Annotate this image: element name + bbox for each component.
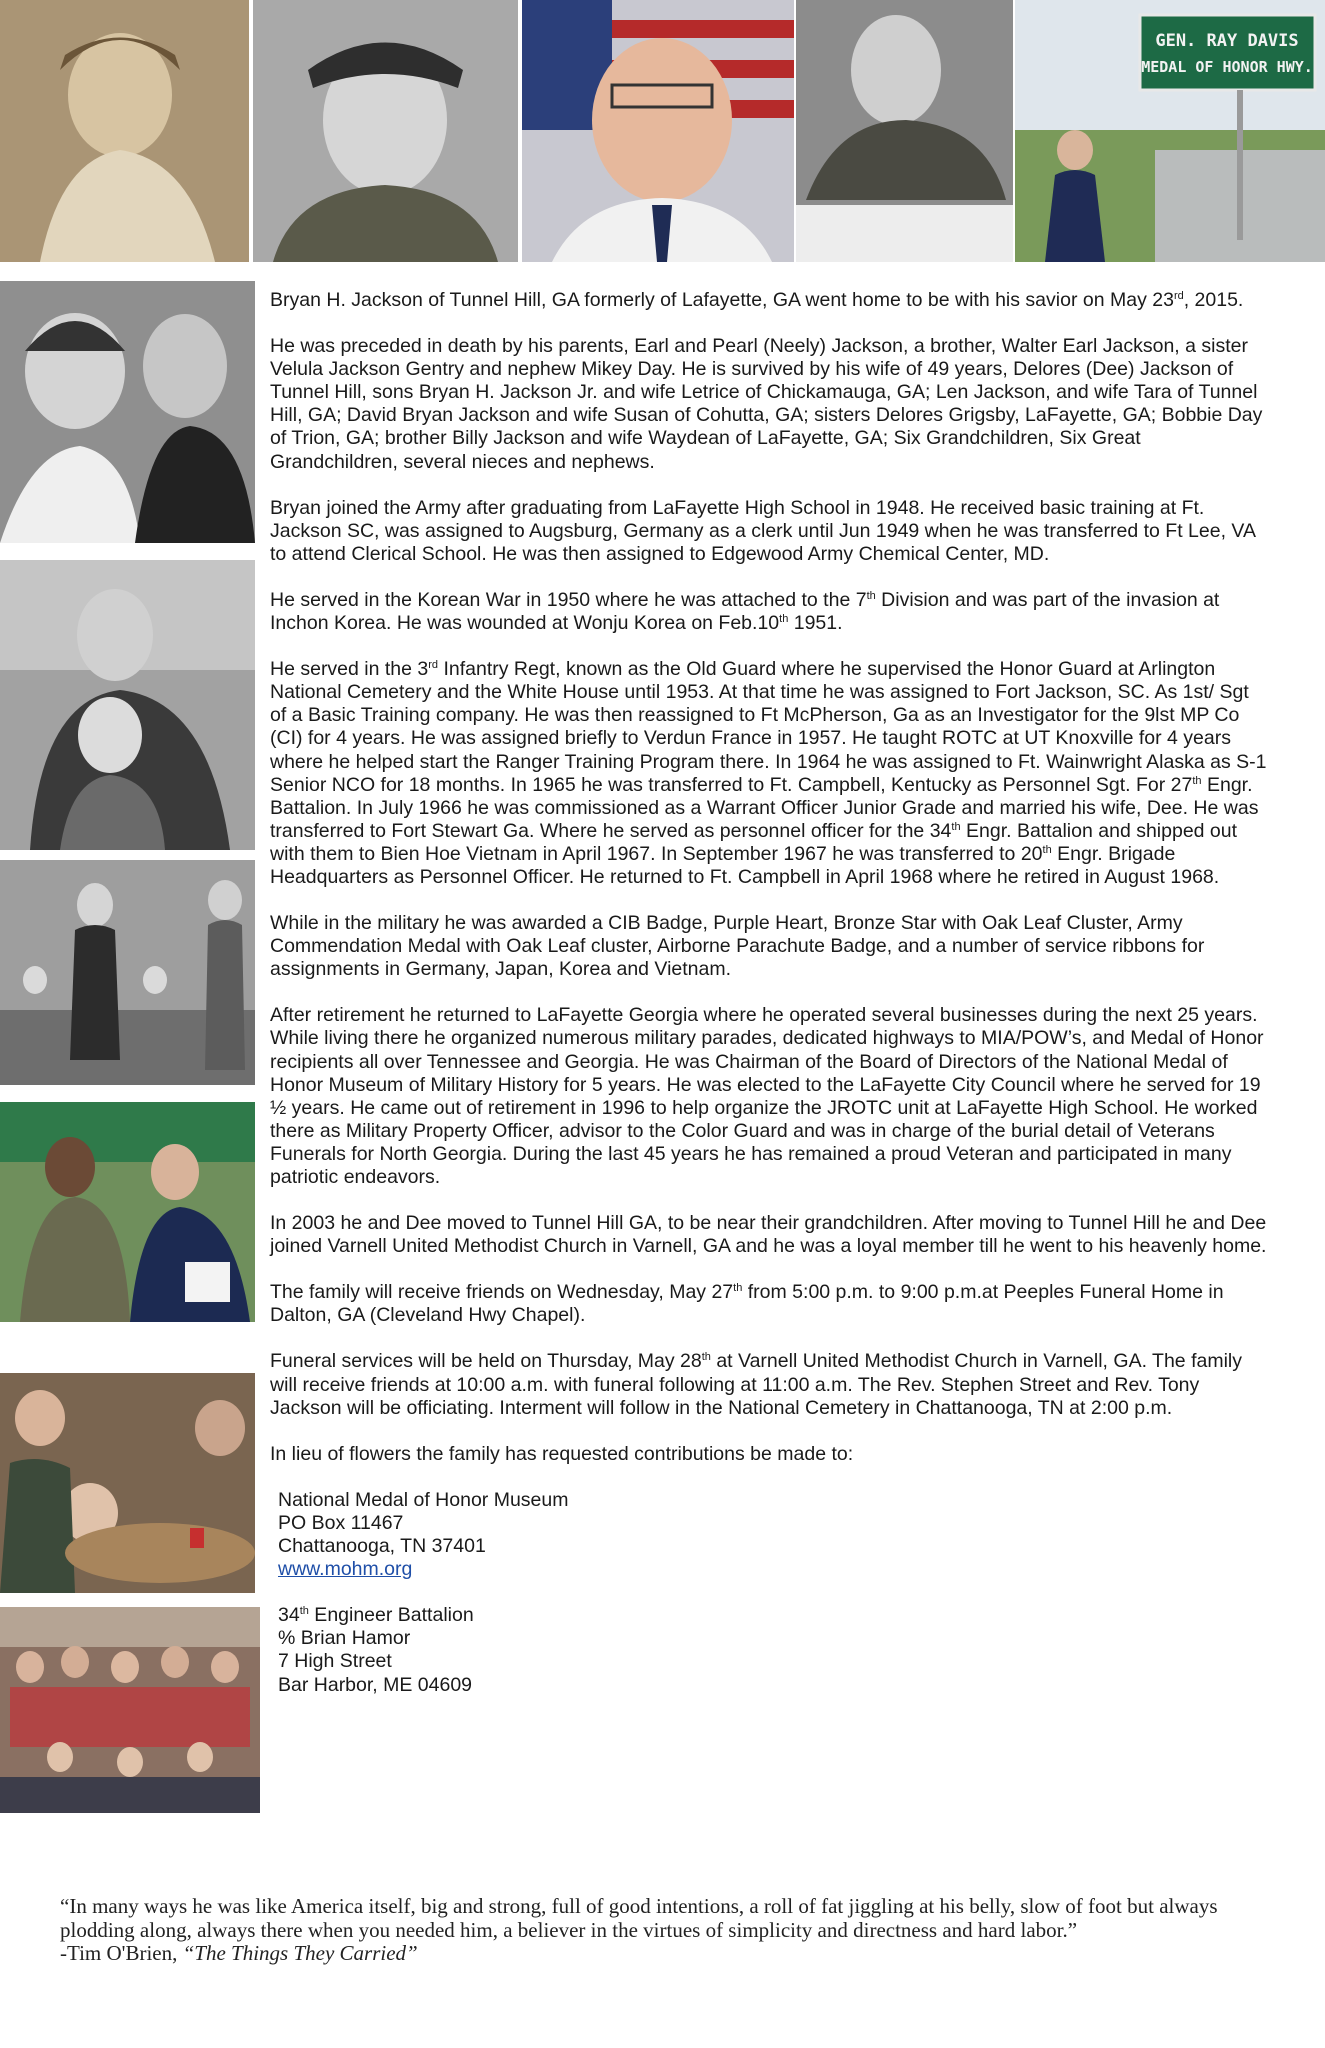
photo-family-walking [0, 860, 255, 1085]
museum-website-link[interactable]: www.mohm.org [278, 1558, 413, 1581]
obituary-paragraph: He was preceded in death by his parents, Earl and Pearl (Neely) Jackson, a brother, Walter Earl Jackson, a sister Velula Jackson Gentry and nephew Mikey Day. He is survived by his wife of 49 years, Delores (Dee) Jackson of Tunnel Hill, sons Bryan H. Jackson Jr. and wife Letrice of Chickamauga, GA; Len Jackson, and wife Tara of Tunnel Hill, GA; David Bryan Jackson and wife Susan of Cohutta, GA; sisters Delores Grigsby, LaFayette, GA; Bobbie Day of Trion, GA; brother Billy Jackson and wife Waydean of LaFayette, GA; Six Grandchildren, Six Great Grandchildren, several nieces and nephews. [270, 335, 1263, 473]
obituary-body [270, 289, 1270, 1697]
book-title: “The Things They Carried” [182, 1941, 418, 1965]
photo-child-portrait [0, 0, 249, 262]
photo-young-soldier [253, 0, 518, 262]
address-line: 7 High Street [278, 1650, 392, 1673]
photo-father-and-son [0, 560, 255, 850]
sign-text-line-2: MEDAL OF HONOR HWY. [1141, 58, 1313, 76]
photo-veterans-table [0, 1373, 255, 1593]
address-line [278, 1558, 1270, 1581]
photo-wedding-couple [0, 281, 255, 543]
address-line: 34th Engineer Battalion [278, 1604, 474, 1627]
address-line: Bar Harbor, ME 04609 [278, 1673, 473, 1696]
obituary-paragraph: Funeral services will be held on Thursday, May 28th at Varnell United Methodist Church in Varnell, GA. The family will receive friends at 10:00 a.m. with funeral following at 11:00 a.m. The Rev. Stephen Street and Rev. Tony Jackson will be officiating. Interment will follow in the National Cemetery in Chattanooga, TN at 2:00 p.m. [270, 1350, 1242, 1419]
address-line: Chattanooga, TN 37401 [278, 1535, 486, 1558]
photo-highway-sign [1015, 0, 1325, 262]
closing-quote [60, 1895, 1290, 1966]
sign-text-line-1: GEN. RAY DAVIS [1155, 31, 1299, 51]
quote-text: “In many ways he was like America itself, big and strong, full of good intentions, a roll of fat jiggling at his belly, slow of foot but always plodding along, always there when you needed him, a believer in the virtues of simplicity and directness and hard labor.” [60, 1894, 1218, 1942]
photo-family-group [0, 1607, 260, 1813]
quote-attribution: -Tim O'Brien, “The Things They Carried” [60, 1941, 418, 1965]
address-line: % Brian Hamor [278, 1627, 411, 1650]
obituary-paragraph: In 2003 he and Dee moved to Tunnel Hill GA, to be near their grandchildren. After moving to Tunnel Hill he and Dee joined Varnell United Methodist Church in Varnell, GA and he was a loyal member till he went to his heavenly home. [270, 1212, 1267, 1258]
photo-veterans-outdoor [0, 1102, 255, 1322]
obituary-paragraph: The family will receive friends on Wednesday, May 27th from 5:00 p.m. to 9:00 p.m.at Peeples Funeral Home in Dalton, GA (Cleveland Hwy Chapel). [270, 1281, 1224, 1327]
address-line: National Medal of Honor Museum [278, 1488, 569, 1511]
museum-address [270, 1489, 1270, 1581]
address-line: PO Box 11467 [278, 1511, 404, 1534]
obituary-paragraph: He served in the 3rd Infantry Regt, known as the Old Guard where he supervised the Honor Guard at Arlington National Cemetery and the White House until 1953. At that time he was assigned to Fort Jackson, SC. As 1st/ Sgt of a Basic Training company. He was then reassigned to Ft McPherson, Ga as an Investigator for the 9lst MP Co (CI) for 4 years. He was assigned briefly to Verdun France in 1957. He taught ROTC at UT Knoxville for 4 years where he helped start the Ranger Training Program there. In 1964 he was assigned to Ft. Wainwright Alaska as S-1 Senior NCO for 18 months. In 1965 he was transferred to Ft. Campbell, Kentucky as Personnel Sgt. For 27th Engr. Battalion. In July 1966 he was commissioned as a Warrant Officer Junior Grade and married his wife, Dee. He was transferred to Fort Stewart Ga. Where he served as personnel officer for the 34th Engr. Battalion and shipped out with them to Bien Hoe Vietnam in April 1967. In September 1967 he was transferred to 20th Engr. Brigade Headquarters as Personnel Officer. He returned to Ft. Campbell in April 1968 where he retired in August 1968. [270, 658, 1267, 888]
obituary-paragraph: After retirement he returned to LaFayette Georgia where he operated several businesses during the next 25 years. While living there he organized numerous military parades, dedicated highways to MIA/POW’s, and Medal of Honor recipients all over Tennessee and Georgia. He was Chairman of the Board of Directors of the National Medal of Honor Museum of Military History for 5 years. He was elected to the LaFayette City Council where he served for 19 ½ years. He came out of retirement in 1996 to help organize the JROTC unit at LaFayette High School. He worked there as Military Property Officer, advisor to the Color Guard and was in charge of the burial detail of Veterans Funerals for North Georgia. During the last 45 years he has remained a proud Veteran and participated in many patriotic endeavors. [270, 1004, 1264, 1188]
obituary-paragraph: In lieu of flowers the family has requested contributions be made to: [270, 1442, 854, 1465]
photo-older-man-flag [522, 0, 794, 262]
obituary-paragraph: While in the military he was awarded a CIB Badge, Purple Heart, Bronze Star with Oak Leaf Cluster, Army Commendation Medal with Oak Leaf cluster, Airborne Parachute Badge, and a number of service ribbons for assignments in Germany, Japan, Korea and Vietnam. [270, 912, 1205, 981]
photo-man-at-desk [796, 0, 1013, 262]
battalion-address [270, 1604, 1270, 1696]
obituary-paragraph: Bryan joined the Army after graduating from LaFayette High School in 1948. He received basic training at Ft. Jackson SC, was assigned to Augsburg, Germany as a clerk until Jun 1949 when he was transferred to Ft Lee, VA to attend Clerical School. He was then assigned to Edgewood Army Chemical Center, MD. [270, 496, 1255, 565]
obituary-paragraph: He served in the Korean War in 1950 where he was attached to the 7th Division and was part of the invasion at Inchon Korea. He was wounded at Wonju Korea on Feb.10th 1951. [270, 588, 1220, 635]
obituary-paragraph: Bryan H. Jackson of Tunnel Hill, GA formerly of Lafayette, GA went home to be with his savior on May 23rd, 2015. [270, 289, 1244, 311]
